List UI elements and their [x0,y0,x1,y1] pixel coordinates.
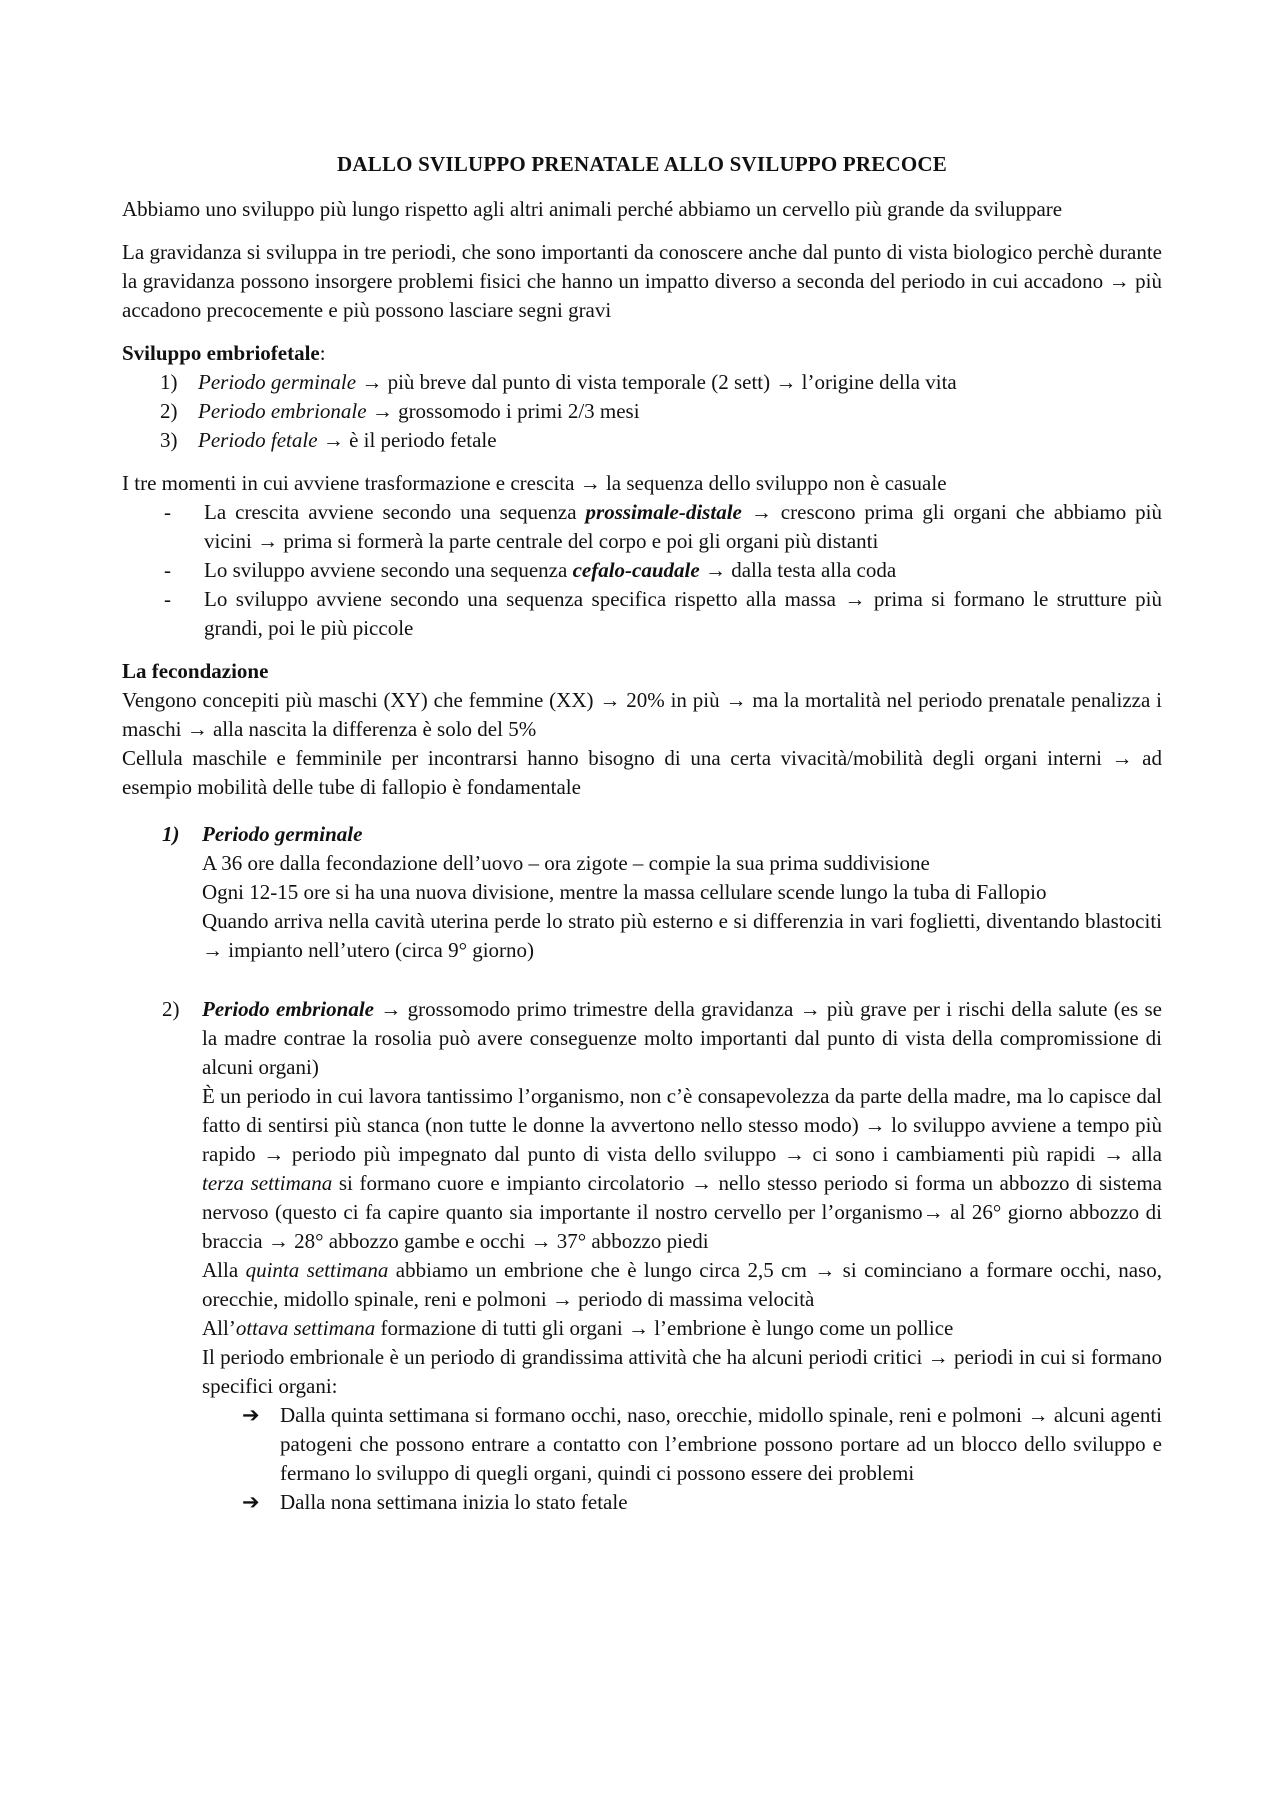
list-item [202,1401,1162,1488]
list-text: → dalla testa alla coda [699,558,897,582]
list-item [122,498,1162,556]
list-text: → più breve dal punto di vista temporale (2 sett) → l’origine della vita [356,370,957,394]
list-item [202,1488,1162,1517]
paragraph-text: All’ [202,1316,236,1340]
list-term: Periodo fetale [198,428,318,452]
dash-marker: - [164,500,171,524]
germinale-line-2: Ogni 12-15 ore si ha una nuova divisione, mentre la massa cellulare scende lungo la tuba di Fallopio [202,880,1047,904]
list-text: → grossomodo i primi 2/3 mesi [366,399,640,423]
gravidanza-paragraph: La gravidanza si sviluppa in tre periodi, che sono importanti da conoscere anche dal punto di vista biologico perchè durante la gravidanza possono insorgere problemi fisici che hanno un impatto diverso a seconda del periodo in cui accadono → più accadono precocemente e più possono lasciare segni gravi [122,240,1162,322]
embrionale-arrow-list [202,1401,1162,1517]
germinale-line-1: A 36 ore dalla fecondazione dell’uovo – ora zigote – compie la sua prima suddivisione [202,851,930,875]
germinale-line-3: Quando arriva nella cavità uterina perde lo strato più esterno e si differenzia in vari foglietti, diventando blastociti → impianto nell’utero (circa 9° giorno) [202,909,1162,962]
fecondazione-line-2: Cellula maschile e femminile per incontrarsi hanno bisogno di una certa vivacità/mobilità degli organi interni → ad esempio mobilità delle tube di fallopio è fondamentale [122,746,1162,799]
embrionale-paragraph-3 [202,1256,1162,1314]
paragraph-text: si formano cuore e impianto circolatorio → nello stesso periodo si forma un abbozzo di sistema nervoso (questo ci fa capire quanto sia importante il nostro cervello per l’organismo→ al 26° giorno abbozzo di braccia → 28° abbozzo gambe e occhi → 37° abbozzo piedi [202,1171,1163,1253]
germinale-section [122,820,1162,965]
list-text: Dalla quinta settimana si formano occhi, naso, orecchie, midollo spinale, reni e polmoni → alcuni agenti patogeni che possono entrare a contatto con l’embrione possono portare ad un blocco dello sviluppo e fermano lo sviluppo di quegli organi, quindi ci possono essere dei problemi [280,1403,1162,1485]
fecondazione-heading: La fecondazione [122,659,269,683]
page-title: DALLO SVILUPPO PRENATALE ALLO SVILUPPO PRECOCE [337,152,947,176]
germinale-number: 1) [162,822,180,846]
emphasis: quinta settimana [245,1258,389,1282]
dash-marker: - [164,587,171,611]
list-term: Periodo embrionale [198,399,367,423]
list-text: Lo sviluppo avviene secondo una sequenza [204,558,573,582]
paragraph-text: formazione di tutti gli organi → l’embrione è lungo come un pollice [375,1316,954,1340]
fecondazione-line-1: Vengono concepiti più maschi (XY) che femmine (XX) → 20% in più → ma la mortalità nel periodo prenatale penalizza i maschi → alla nascita la differenza è solo del 5% [122,688,1162,741]
embrionale-paragraph-4 [202,1314,1162,1343]
emphasis: terza settimana [202,1171,333,1195]
embrionale-heading: Periodo embrionale [202,997,374,1021]
list-number: 1) [160,370,178,394]
list-number: 3) [160,428,178,452]
list-text: → crescono prima gli organi che abbiamo più vicini → prima si formerà la parte centrale del corpo e poi gli organi più distanti [204,500,1162,553]
list-term: cefalo-caudale [572,558,700,582]
embrionale-number: 2) [162,997,180,1021]
list-term: prossimale-distale [585,500,742,524]
emphasis: ottava settimana [235,1316,376,1340]
list-item [122,585,1162,643]
dash-marker: - [164,558,171,582]
list-text: La crescita avviene secondo una sequenza [204,500,586,524]
list-item [122,426,1162,455]
list-item [122,368,1162,397]
paragraph-text: abbiamo un embrione che è lungo circa 2,5 cm → si cominciano a formare occhi, naso, orecchie, midollo spinale, reni e polmoni → periodo di massima velocità [202,1258,1163,1311]
arrow-icon: ➔ [242,1490,260,1514]
paragraph-text: Alla [202,1258,246,1282]
germinale-heading: Periodo germinale [202,822,363,846]
list-text: Dalla nona settimana inizia lo stato fetale [280,1490,628,1514]
arrow-icon: ➔ [242,1403,260,1427]
embrionale-paragraph-5: Il periodo embrionale è un periodo di grandissima attività che ha alcuni periodi critici → periodi in cui si formano specifici organi: [202,1345,1162,1398]
momenti-lead: I tre momenti in cui avviene trasformazione e crescita → la sequenza dello sviluppo non è casuale [122,471,947,495]
sviluppo-list [122,368,1162,455]
embrionale-lead [202,995,1162,1082]
embrionale-paragraph-2 [202,1082,1162,1256]
paragraph-text: È un periodo in cui lavora tantissimo l’organismo, non c’è consapevolezza da parte della madre, ma lo capisce dal fatto di sentirsi più stanca (non tutte le donne la avvertono nello stesso modo) → lo sviluppo avviene a tempo più rapido → periodo più impegnato dal punto di vista dello sviluppo → ci sono i cambiamenti più rapidi → alla [202,1084,1162,1166]
sviluppo-colon: : [319,341,326,365]
sviluppo-heading: Sviluppo embriofetale [122,341,320,365]
embrionale-lead-text: → grossomodo primo trimestre della gravidanza → più grave per i rischi della salute (es se la madre contrae la rosolia può avere conseguenze molto importanti dal punto di vista della compromissione di alcuni organi) [202,997,1162,1079]
list-term: Periodo germinale [198,370,357,394]
list-item [122,556,1162,585]
germinale-body [202,820,1162,965]
list-text: Lo sviluppo avviene secondo una sequenza specifica rispetto alla massa → prima si formano le strutture più grandi, poi le più piccole [204,587,1162,640]
intro-paragraph: Abbiamo uno sviluppo più lungo rispetto agli altri animali perché abbiamo un cervello più grande da sviluppare [122,197,1063,221]
sviluppo-heading-line [122,339,1162,368]
embrionale-body [202,995,1162,1517]
list-number: 2) [160,399,178,423]
list-text: → è il periodo fetale [317,428,497,452]
embrionale-section [122,995,1162,1517]
list-item [122,397,1162,426]
momenti-list [122,498,1162,643]
